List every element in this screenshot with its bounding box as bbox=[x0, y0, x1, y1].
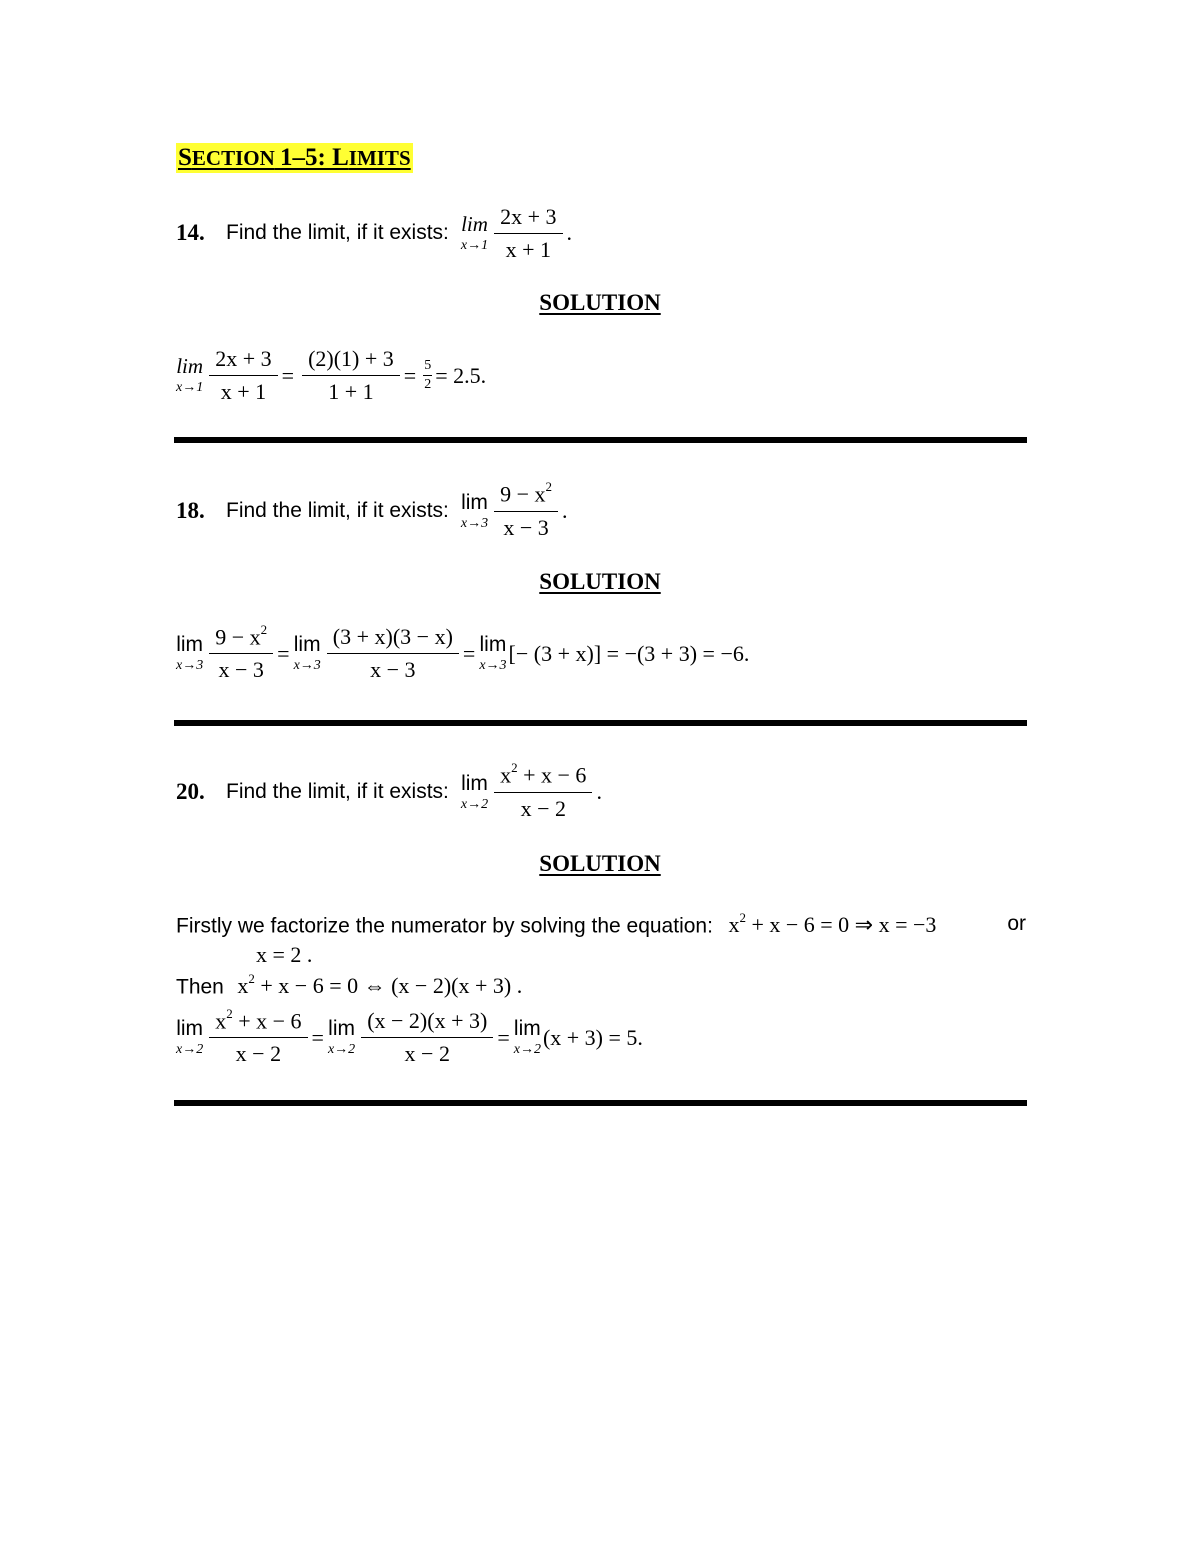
problem-14: 14. Find the limit, if it exists: lim x→1 $\frac{2x + 3}{x + 1}$ . bbox=[176, 203, 573, 262]
solution-heading: SOLUTION bbox=[539, 851, 661, 876]
limit-operator: lim x→1 bbox=[176, 354, 204, 395]
solution-18-equation: lim x→3 $\frac{9 - x^2}{x - 3}$ = lim x→3 $\frac{(3 + x)(3 - x)}{x - 3}$ = lim x→3 [− (3 + x)] = −(3 + 3) = −6. bbox=[176, 622, 750, 683]
fraction: $\frac{(3 + x)(3 - x)}{x - 3}$ bbox=[327, 624, 459, 683]
fraction: $\frac{x^2 + x - 6}{x - 2}$ bbox=[209, 1008, 307, 1067]
fraction: $\frac{9 - x^2}{x - 3}$ bbox=[494, 481, 558, 540]
limit-operator: lim x→3 bbox=[176, 633, 204, 674]
fraction: $\frac{x^2 + x - 6}{x - 2}$ bbox=[494, 762, 592, 821]
problem-prompt: Find the limit, if it exists: bbox=[226, 780, 449, 803]
limit-operator: lim x→1 bbox=[460, 211, 489, 253]
limit-operator: lim x→3 bbox=[460, 490, 489, 531]
limit-operator: lim x→2 bbox=[460, 771, 489, 812]
solution-20-text-2: x = 2 . bbox=[256, 942, 313, 967]
solution-heading: SOLUTION bbox=[539, 290, 661, 315]
problem-number: 20. bbox=[176, 779, 205, 804]
solution-20-equation: lim x→2 $\frac{x^2 + x - 6}{x - 2}$ = lim x→2 $\frac{(x - 2)(x + 3)}{x - 2}$ = lim x→2 (x + 3) = 5. bbox=[176, 1006, 643, 1067]
fraction: $\frac{(x - 2)(x + 3)}{x - 2}$ bbox=[361, 1008, 493, 1067]
fraction: $\frac{5}{2}$ bbox=[424, 358, 432, 392]
fraction: $\frac{9 - x^2}{x - 3}$ bbox=[209, 624, 273, 683]
solution-20-text-3: Then $x^2 + x - 6 = 0$ ⇔ (x − 2)(x + 3) . bbox=[176, 971, 523, 999]
limit-operator: lim x→2 bbox=[327, 1017, 356, 1058]
fraction: $\frac{(2)(1) + 3}{1 + 1}$ bbox=[302, 346, 400, 405]
fraction: $\frac{2x + 3}{x + 1}$ bbox=[494, 204, 562, 263]
problem-number: 14. bbox=[176, 220, 205, 245]
limit-operator: lim x→2 bbox=[176, 1017, 204, 1058]
limit-operator: lim x→2 bbox=[513, 1017, 541, 1058]
divider bbox=[174, 720, 1027, 726]
section-title: SECTION 1–5: LIMITS bbox=[178, 144, 411, 171]
limit-operator: lim x→3 bbox=[479, 633, 507, 674]
divider bbox=[174, 437, 1027, 443]
fraction: $\frac{2x + 3}{x + 1}$ bbox=[209, 346, 277, 405]
problem-18: 18. Find the limit, if it exists: lim x→3 $\frac{9 - x^2}{x - 3}$ . bbox=[176, 479, 568, 540]
solution-20-text-1: Firstly we factorize the numerator by solving the equation: $x^2 + x - 6 = 0$ ⇒ x = −3 or bbox=[176, 910, 1026, 938]
problem-prompt: Find the limit, if it exists: bbox=[226, 499, 449, 522]
problem-prompt: Find the limit, if it exists: bbox=[226, 221, 449, 244]
problem-20: 20. Find the limit, if it exists: lim x→2 $\frac{x^2 + x - 6}{x - 2}$ . bbox=[176, 760, 602, 821]
solution-heading: SOLUTION bbox=[539, 569, 661, 594]
solution-14-equation: lim x→1 $\frac{2x + 3}{x + 1}$ = $\frac{(2)(1) + 3}{1 + 1}$ = $\frac{5}{2}$ = 2.5. bbox=[176, 346, 487, 404]
problem-number: 18. bbox=[176, 498, 205, 523]
limit-operator: lim x→3 bbox=[293, 633, 321, 674]
divider bbox=[174, 1100, 1027, 1106]
